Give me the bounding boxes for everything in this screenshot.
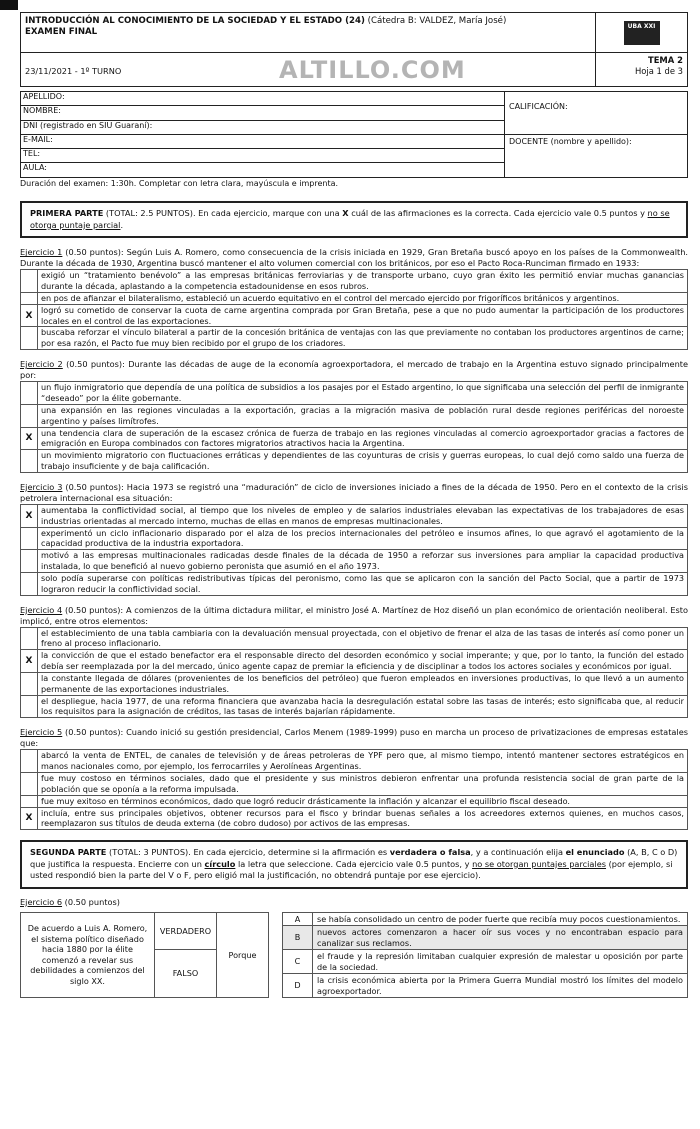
option-text: experimentó un ciclo inflacionario disparado por el alza de los precios internacionales del petróleo e insumos afines, lo que agravó el agotamiento de la capacidad productiva de la industria exportadora.	[38, 527, 688, 550]
ex6-option-a: se había consolidado un centro de poder fuerte que recibía muy pocos cuestionamientos.	[313, 912, 688, 926]
option-row	[21, 450, 688, 473]
ex6-letter-c[interactable]: C	[283, 950, 313, 974]
option-text: buscaba reforzar el vínculo bilateral a partir de la concesión británica de ventajas con las que previamente no contaban los productores argentinos de carne; por esa razón, el Pacto fue muy bien recibido por el grupo de los criadores.	[38, 327, 688, 350]
option-text: abarcó la venta de ENTEL, de canales de televisión y de áreas petroleras de YPF pero que, al mismo tiempo, intentó mantener sectores estratégicos en manos nacionales como, por ejemplo, los ferrocarriles y Aerolíneas Argentinas.	[38, 750, 688, 773]
part2-instructions: SEGUNDA PARTE (TOTAL: 3 PUNTOS). En cada ejercicio, determine si la afirmación es verdadera o falsa, y a continuación elija el enunciado (A, B, C o D) que justifica la respuesta. Encierre con un círculo la letra que seleccione. Cada ejercicio vale 0.5 puntos, y no se otorgan puntajes parciales (por ejemplo, si usted respondió bien la parte del V o F, pero eligió mal la justificación, no obtendrá puntaje por ese ejercicio).	[20, 840, 688, 888]
option-row	[21, 627, 688, 650]
answer-checkbox[interactable]	[21, 750, 38, 773]
answer-checkbox[interactable]: X	[21, 427, 38, 450]
answer-checkbox[interactable]	[21, 292, 38, 304]
answer-checkbox[interactable]: X	[21, 807, 38, 830]
ex6-letter-a[interactable]: A	[283, 912, 313, 926]
exercise-list	[20, 247, 688, 830]
option-row	[21, 304, 688, 327]
option-text: fue muy costoso en términos sociales, dado que el presidente y sus ministros debieron enfrentar una profunda resistencia social de gran parte de la población que se oponía a la reforma impulsada.	[38, 772, 688, 795]
dni-field[interactable]: DNI (registrado en SIU Guaraní):	[21, 120, 505, 134]
option-row	[21, 427, 688, 450]
course-title: INTRODUCCIÓN AL CONOCIMIENTO DE LA SOCIEDAD Y EL ESTADO (24)	[25, 16, 365, 26]
option-row	[21, 550, 688, 573]
exam-type: EXAMEN FINAL	[25, 27, 98, 38]
option-text: el despliegue, hacia 1977, de una reforma financiera que avanzaba hacia la desregulación estatal sobre las tasas de interés; esto significaba que, al reducir los requisitos para la asignación de créditos, las tasas de interés bajarían rápidamente.	[38, 695, 688, 718]
aula-field[interactable]: AULA:	[21, 163, 505, 177]
answer-checkbox[interactable]: X	[21, 304, 38, 327]
email-field[interactable]: E-MAIL:	[21, 134, 505, 148]
tel-field[interactable]: TEL:	[21, 149, 505, 163]
answer-checkbox[interactable]: X	[21, 504, 38, 527]
option-row	[21, 672, 688, 695]
option-text: aumentaba la conflictividad social, al tiempo que los niveles de empleo y de salarios industriales elevaban las expectativas de los trabajadores de esas industrias orientadas al mercado interno, muchas de ellas en manos de empresas multinacionales.	[38, 504, 688, 527]
hoja: Hoja 1 de 3	[635, 66, 683, 77]
exercise-5-question: Ejercicio 5 (0.50 puntos): Cuando inició su gestión presidencial, Carlos Menem (1989-1999) puso en marcha un proceso de privatizaciones de empresas estatales que:	[20, 727, 689, 749]
watermark: ALTILLO.COM	[279, 56, 466, 84]
answer-checkbox[interactable]	[21, 382, 38, 405]
answer-checkbox[interactable]	[21, 270, 38, 293]
answer-checkbox[interactable]: X	[21, 650, 38, 673]
option-row	[21, 695, 688, 718]
answer-checkbox[interactable]	[21, 795, 38, 807]
answer-checkbox[interactable]	[21, 772, 38, 795]
option-text: exigió un “tratamiento benévolo” a las empresas británicas ferroviarias y de transporte urbano, cuyo gran éxito les permitió enviar muchas ganancias durante la década, aplastando a la competencia estadounidense en esos rubros.	[38, 270, 688, 293]
option-text: una expansión en las regiones vinculadas a la exportación, gracias a la migración masiva de población rural desde regiones periféricas del noroeste argentino y países limítrofes.	[38, 404, 688, 427]
part2-title: SEGUNDA PARTE	[30, 847, 107, 858]
option-text: logró su cometido de conservar la cuota de carne argentina comprada por Gran Bretaña, pese a que no pudo aumentar la participación de los productores locales en el control de las exportaciones.	[38, 304, 688, 327]
nombre-field[interactable]: NOMBRE:	[21, 106, 505, 120]
course-title-cell	[21, 13, 596, 53]
ex6-option-b: nuevos actores comenzaron a hacer oír sus voces y no encontraban espacio para canalizar sus reclamos.	[313, 926, 688, 950]
ex6-question: Ejercicio 6 (0.50 puntos)	[20, 896, 120, 907]
option-text: una tendencia clara de superación de la escasez crónica de fuerza de trabajo en las regiones vinculadas al comercio agroexportador gracias a factores de emigración en Europa combinados con factores migratorios atractivos hacia la Argentina.	[38, 427, 688, 450]
option-text: la convicción de que el estado benefactor era el responsable directo del desorden económico y social imperante; y que, por lo tanto, la función del estado debía ser reemplazada por la del mercado, único agente capaz de premiar la eficiencia y de disciplinar a todos los actores sociales y económicos por igual.	[38, 650, 688, 673]
false-option[interactable]: FALSO	[155, 950, 217, 998]
answer-checkbox[interactable]	[21, 450, 38, 473]
logo-cell	[596, 13, 688, 53]
ex6-table	[20, 912, 688, 999]
option-row	[21, 382, 688, 405]
answer-checkbox[interactable]	[21, 572, 38, 595]
option-text: solo podía superarse con políticas redistributivas típicas del peronismo, como las que se aplicaron con la sanción del Pacto Social, que a partir de 1973 lograron reducir la conflictividad social.	[38, 572, 688, 595]
tema: TEMA 2	[648, 55, 683, 65]
exam-date: 23/11/2021 - 1º TURNO	[25, 66, 122, 76]
answer-checkbox[interactable]	[21, 695, 38, 718]
docente-field[interactable]: DOCENTE (nombre y apellido):	[505, 134, 688, 177]
option-row	[21, 572, 688, 595]
calificacion-field[interactable]: CALIFICACIÓN:	[505, 92, 688, 135]
answer-checkbox[interactable]	[21, 627, 38, 650]
answer-checkbox[interactable]	[21, 527, 38, 550]
true-option[interactable]: VERDADERO	[155, 912, 217, 950]
answer-checkbox[interactable]	[21, 672, 38, 695]
option-row	[21, 795, 688, 807]
exercise-5-options	[20, 749, 688, 830]
answer-checkbox[interactable]	[21, 550, 38, 573]
part1-instructions: PRIMERA PARTE (TOTAL: 2.5 PUNTOS). En cada ejercicio, marque con una X cuál de las afirmaciones es la correcta. Cada ejercicio vale 0.5 puntos y no se otorga puntaje parcial.	[20, 201, 688, 238]
exercise-1-question: Ejercicio 1 (0.50 puntos): Según Luis A. Romero, como consecuencia de la crisis iniciada en 1929, Gran Bretaña buscó apoyo en los países de la Commonwealth. Durante la década de 1930, Argentina buscó mantener el alto volumen comercial con los británicos, por eso el Pacto Roca-Runciman firmado en 1933:	[20, 247, 688, 269]
uba-logo: UBA XXI	[624, 21, 660, 45]
ex6-option-d: la crisis económica abierta por la Primera Guerra Mundial mostró los límites del modelo agroexportador.	[313, 974, 688, 998]
option-row	[21, 404, 688, 427]
exercise-2-options	[20, 381, 688, 473]
option-row	[21, 772, 688, 795]
option-row	[21, 327, 688, 350]
answer-checkbox[interactable]	[21, 327, 38, 350]
option-row	[21, 504, 688, 527]
option-row	[21, 807, 688, 830]
option-row	[21, 650, 688, 673]
option-text: el establecimiento de una tabla cambiaria con la devaluación mensual proyectada, con el objetivo de frenar el alza de las tasas de interés así como poner un freno al proceso inflacionario.	[38, 627, 688, 650]
option-row	[21, 750, 688, 773]
option-row	[21, 292, 688, 304]
exercise-4-question: Ejercicio 4 (0.50 puntos): A comienzos de la última dictadura militar, el ministro José A. Martínez de Hoz diseñó un plan económico de orientación neoliberal. Esto implicó, entre otros elementos:	[20, 604, 689, 626]
exercise-3-question: Ejercicio 3 (0.50 puntos): Hacia 1973 se registró una “maduración” de ciclo de inversiones iniciado a fines de la década de 1950. Pero en el contexto de la crisis petrolera internacional esa situación:	[20, 481, 688, 503]
exam-header	[20, 12, 688, 87]
option-text: un movimiento migratorio con fluctuaciones erráticas y dependientes de las coyunturas de crisis y guerras europeas, lo cual dejó como saldo una fuerza de trabajo insuficiente y de baja calificación.	[38, 450, 688, 473]
corner-mark	[0, 0, 18, 10]
option-text: un flujo inmigratorio que dependía de una política de subsidios a los pasajes por el Estado argentino, lo que significaba una selección del perfil de inmigrante “deseado” por la élite gobernante.	[38, 382, 688, 405]
option-row	[21, 527, 688, 550]
option-row	[21, 270, 688, 293]
exercise-3-options	[20, 504, 688, 596]
option-text: la constante llegada de dólares (provenientes de los beneficios del petróleo) que fueron empleados en inversiones productivas, lo que llevó a un aumento permanente de las exportaciones industriales.	[38, 672, 688, 695]
exam-duration: Duración del examen: 1:30h. Completar con letra clara, mayúscula e imprenta.	[20, 178, 339, 188]
student-data-table	[20, 91, 688, 178]
catedra: (Cátedra B: VALDEZ, María José)	[367, 16, 507, 26]
porque-label: Porque	[217, 912, 269, 998]
exam-page	[20, 12, 688, 998]
ex6-option-c: el fraude y la represión limitaban cualquier expresión de malestar u oposición por parte de la sociedad.	[313, 950, 688, 974]
tema-cell	[596, 53, 688, 87]
ex6-statement: De acuerdo a Luis A. Romero, el sistema político diseñado hacia 1880 por la élite comenzó a revelar sus debilidades a comienzos del siglo XX.	[21, 912, 155, 998]
ex6-letter-d[interactable]: D	[283, 974, 313, 998]
ex6-letter-b[interactable]: B	[283, 926, 313, 950]
part1-title: PRIMERA PARTE	[30, 208, 104, 219]
option-text: en pos de afianzar el bilateralismo, estableció un acuerdo equitativo en el control del mercado ejercido por frigoríficos británicos y argentinos.	[38, 292, 688, 304]
answer-checkbox[interactable]	[21, 404, 38, 427]
exercise-1-options	[20, 269, 688, 350]
exercise-4-options	[20, 627, 688, 719]
exercise-2-question: Ejercicio 2 (0.50 puntos): Durante las décadas de auge de la economía agroexportadora, el mercado de trabajo en la Argentina estuvo signado principalmente por:	[20, 359, 688, 381]
option-text: incluía, entre sus principales objetivos, obtener recursos para el fisco y brindar buenas señales a los acreedores externos quienes, en muchos casos, reemplazaron sus títulos de deuda externa (de cobro dudoso) por activos de las empresas.	[38, 807, 688, 830]
option-text: motivó a las empresas multinacionales radicadas desde finales de la década de 1950 a reforzar sus inversiones para ampliar la capacidad productiva instalada, lo que benefició al nuevo gobierno peronista que asumió en el año 1973.	[38, 550, 688, 573]
apellido-field[interactable]: APELLIDO:	[21, 92, 505, 106]
option-text: fue muy exitoso en términos económicos, dado que logró reducir drásticamente la inflación y alcanzar el equilibrio fiscal deseado.	[38, 795, 688, 807]
date-row	[21, 53, 596, 87]
